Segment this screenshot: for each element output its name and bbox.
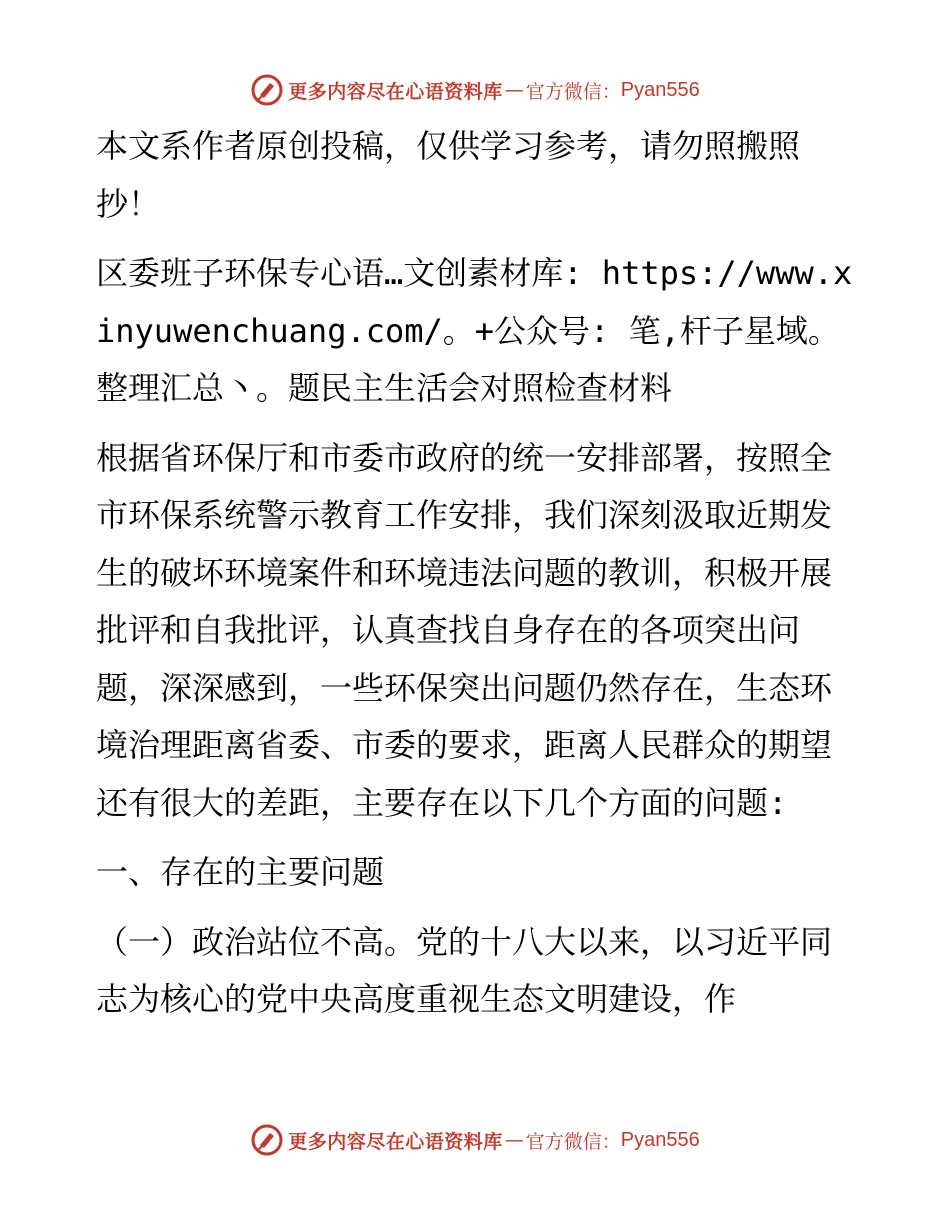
xinyu-logo-icon [250, 73, 284, 107]
xinyu-logo-icon [250, 1123, 284, 1157]
banner-text: 更多内容尽在心语资料库 [288, 1130, 503, 1153]
paragraph-disclaimer: 本文系作者原创投稿，仅供学习参考，请勿照搬照抄！ [96, 127, 801, 223]
banner-wechat-label: 官方微信： [525, 80, 621, 103]
header-watermark-banner [0, 70, 950, 110]
banner-text: 更多内容尽在心语资料库 [288, 80, 503, 103]
banner-separator: — [504, 1129, 524, 1151]
document-body [96, 118, 856, 1041]
banner-wechat-id: Pyan556 [620, 78, 700, 101]
paragraph-intro: 根据省环保厅和市委市政府的统一安排部署，按照全市环保系统警示教育工作安排，我们深刻汲取近期发生的破坏环境案件和环境违法问题的教训，积极开展批评和自我批评，认真查找自身存在的各项突出问题，深深感到，一些环保突出问题仍然存在，生态环境治理距离省委、市委的要求，距离人民群众的期望还有很大的差距，主要存在以下几个方面的问题: [96, 438, 833, 822]
footer-watermark-banner [0, 1120, 950, 1160]
banner-wechat-id: Pyan556 [620, 1128, 700, 1151]
banner-wechat-label: 官方微信： [525, 1130, 621, 1153]
paragraph-point-1: （一）政治站位不高。党的十八大以来，以习近平同志为核心的党中央高度重视生态文明建设，作 [96, 922, 833, 1018]
banner-separator: — [504, 79, 524, 101]
section-heading: 一、存在的主要问题 [96, 853, 385, 891]
paragraph-title: 区委班子环保专心语…文创素材库: https://www.xinyuwenchuang.com/。+公众号: 笔,杆子星域。整理汇总丶。题民主生活会对照检查材料 [96, 254, 853, 407]
